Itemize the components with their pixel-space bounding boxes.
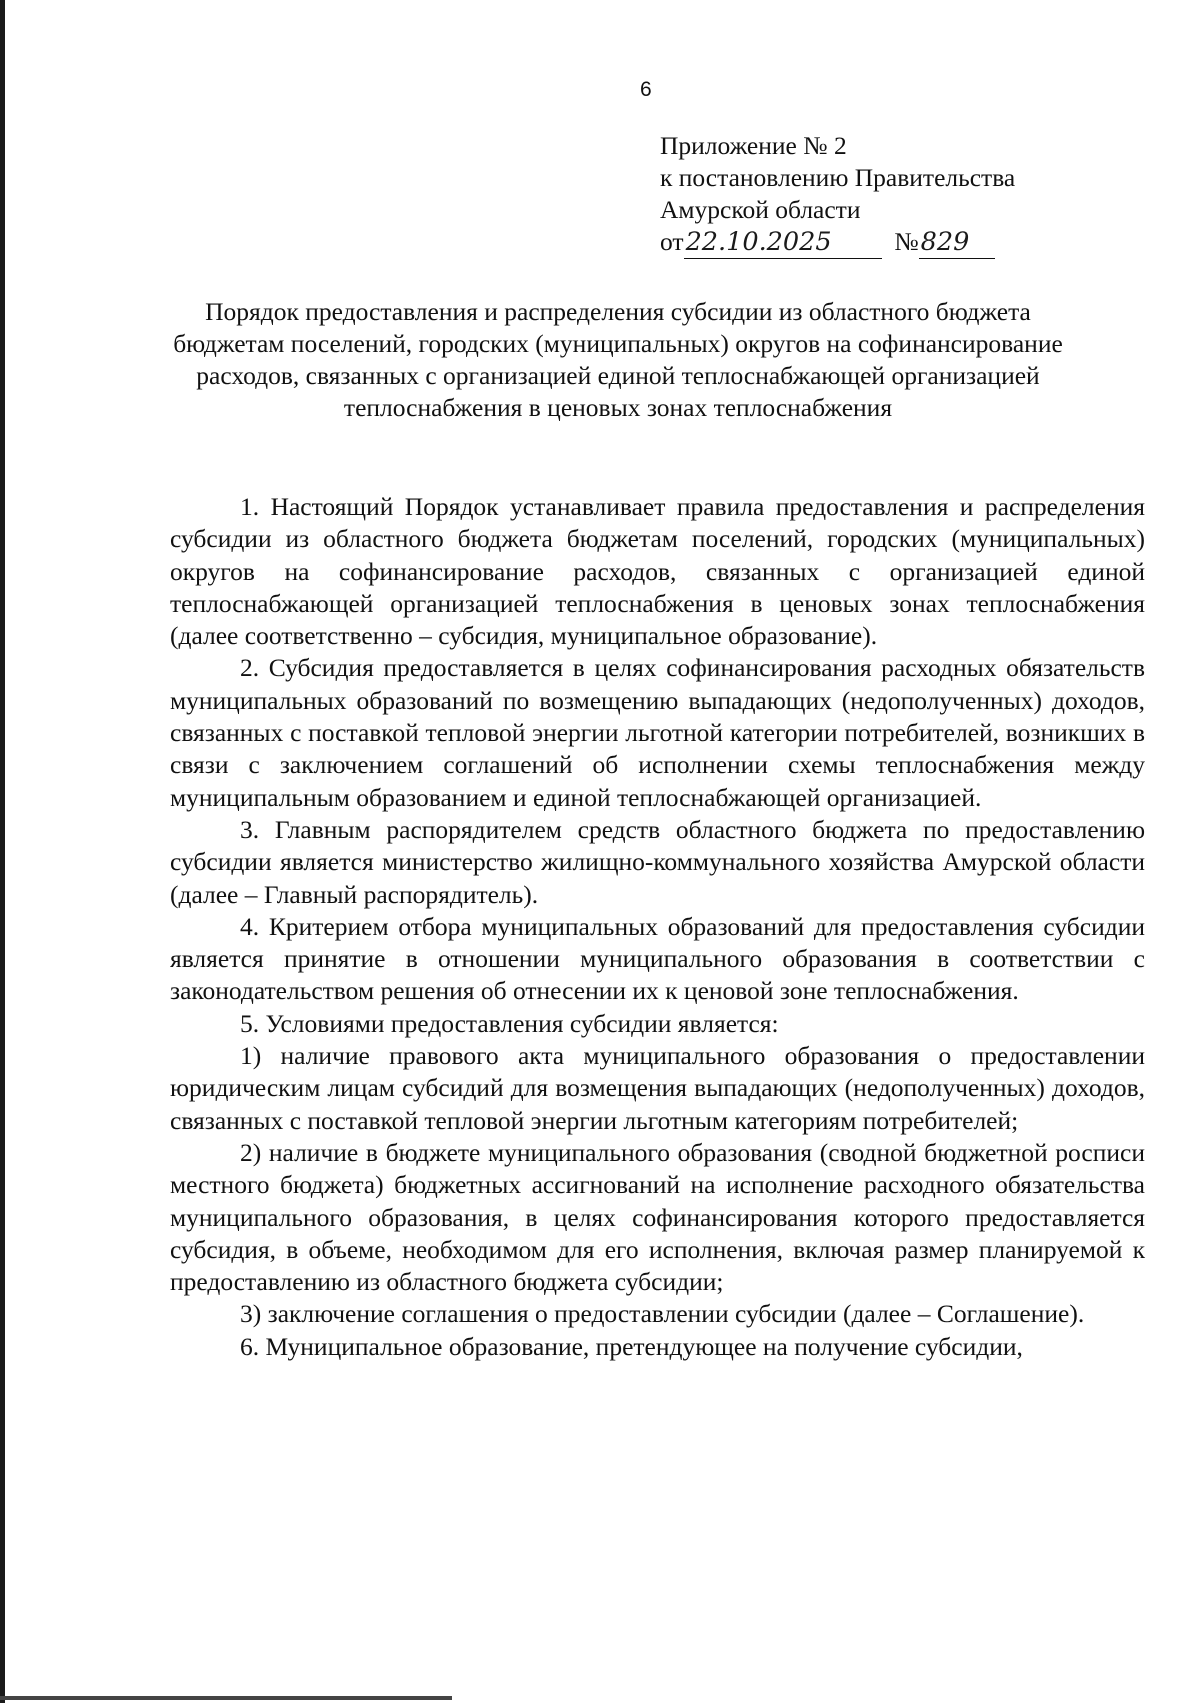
paragraph-2: 2. Субсидия предоставляется в целях софинансирования расходных обязательств муниципальных образований по возмещению выпадающих (недополученных) доходов, связанных с поставкой тепловой энергии льготной категории потребителей, возникших в связи с заключением соглашений об исполнении схемы теплоснабжения между муниципальным образованием и единой теплоснабжающей организацией. (170, 653, 1145, 812)
paragraph-1: 1. Настоящий Порядок устанавливает правила предоставления и распределения субсидии из областного бюджета бюджетам поселений, городских (муниципальных) округов на софинансирование расходов, связанных с организацией единой теплоснабжающей организацией теплоснабжения в ценовых зонах теплоснабжения (далее соответственно – субсидия, муниципальное образование). (170, 492, 1145, 651)
paragraph-4: 4. Критерием отбора муниципальных образований для предоставления субсидии является принятие в отношении муниципального образования в соответствии с законодательством решения об отнесении их к ценовой зоне теплоснабжения. (170, 911, 1145, 1006)
appendix-region: Амурской области (660, 195, 861, 224)
document-title: Порядок предоставления и распределения субсидии из областного бюджета бюджетам поселений, городских (муниципальных) округов на софинансирование расходов, связанных с организацией единой теплоснабжающей организацией теплоснабжения в ценовых зонах теплоснабжения (173, 297, 1063, 422)
paragraph-5-item-3: 3) заключение соглашения о предоставлении субсидии (далее – Соглашение). (240, 1299, 1085, 1329)
document-body (170, 491, 1145, 1363)
paragraph-5: 5. Условиями предоставления субсидии является: (240, 1008, 779, 1038)
date-prefix: от (660, 227, 684, 256)
paragraph-5-item-2: 2) наличие в бюджете муниципального образования (сводной бюджетной росписи местного бюджета) бюджетных ассигнований на исполнение расходного обязательства муниципального образования, в целях софинансирования которого предоставляется субсидия, в объеме, необходимом для его исполнения, включая размер планируемой к предоставлению из областного бюджета субсидии; (170, 1137, 1145, 1297)
appendix-title: Приложение № 2 (660, 131, 847, 160)
page-number: 6 (640, 78, 652, 101)
appendix-reference: к постановлению Правительства (660, 163, 1016, 192)
scan-bottom-edge (0, 1696, 452, 1700)
number-prefix: № (894, 227, 919, 256)
handwritten-number: 829 (919, 226, 995, 259)
paragraph-5-item-1: 1) наличие правового акта муниципального образования о предоставлении юридическим лицам субсидий для возмещения выпадающих (недополученных) доходов, связанных с поставкой тепловой энергии льготным категориям потребителей; (170, 1041, 1145, 1135)
appendix-date-number-line (660, 226, 1160, 259)
scan-left-edge (0, 0, 5, 1703)
appendix-header (660, 130, 1160, 259)
paragraph-6: 6. Муниципальное образование, претендующее на получение субсидии, (240, 1331, 1023, 1361)
paragraph-3: 3. Главным распорядителем средств областного бюджета по предоставлению субсидии является министерство жилищно-коммунального хозяйства Амурской области (далее – Главный распорядитель). (170, 814, 1145, 909)
handwritten-date: 22.10.2025 (684, 226, 882, 259)
